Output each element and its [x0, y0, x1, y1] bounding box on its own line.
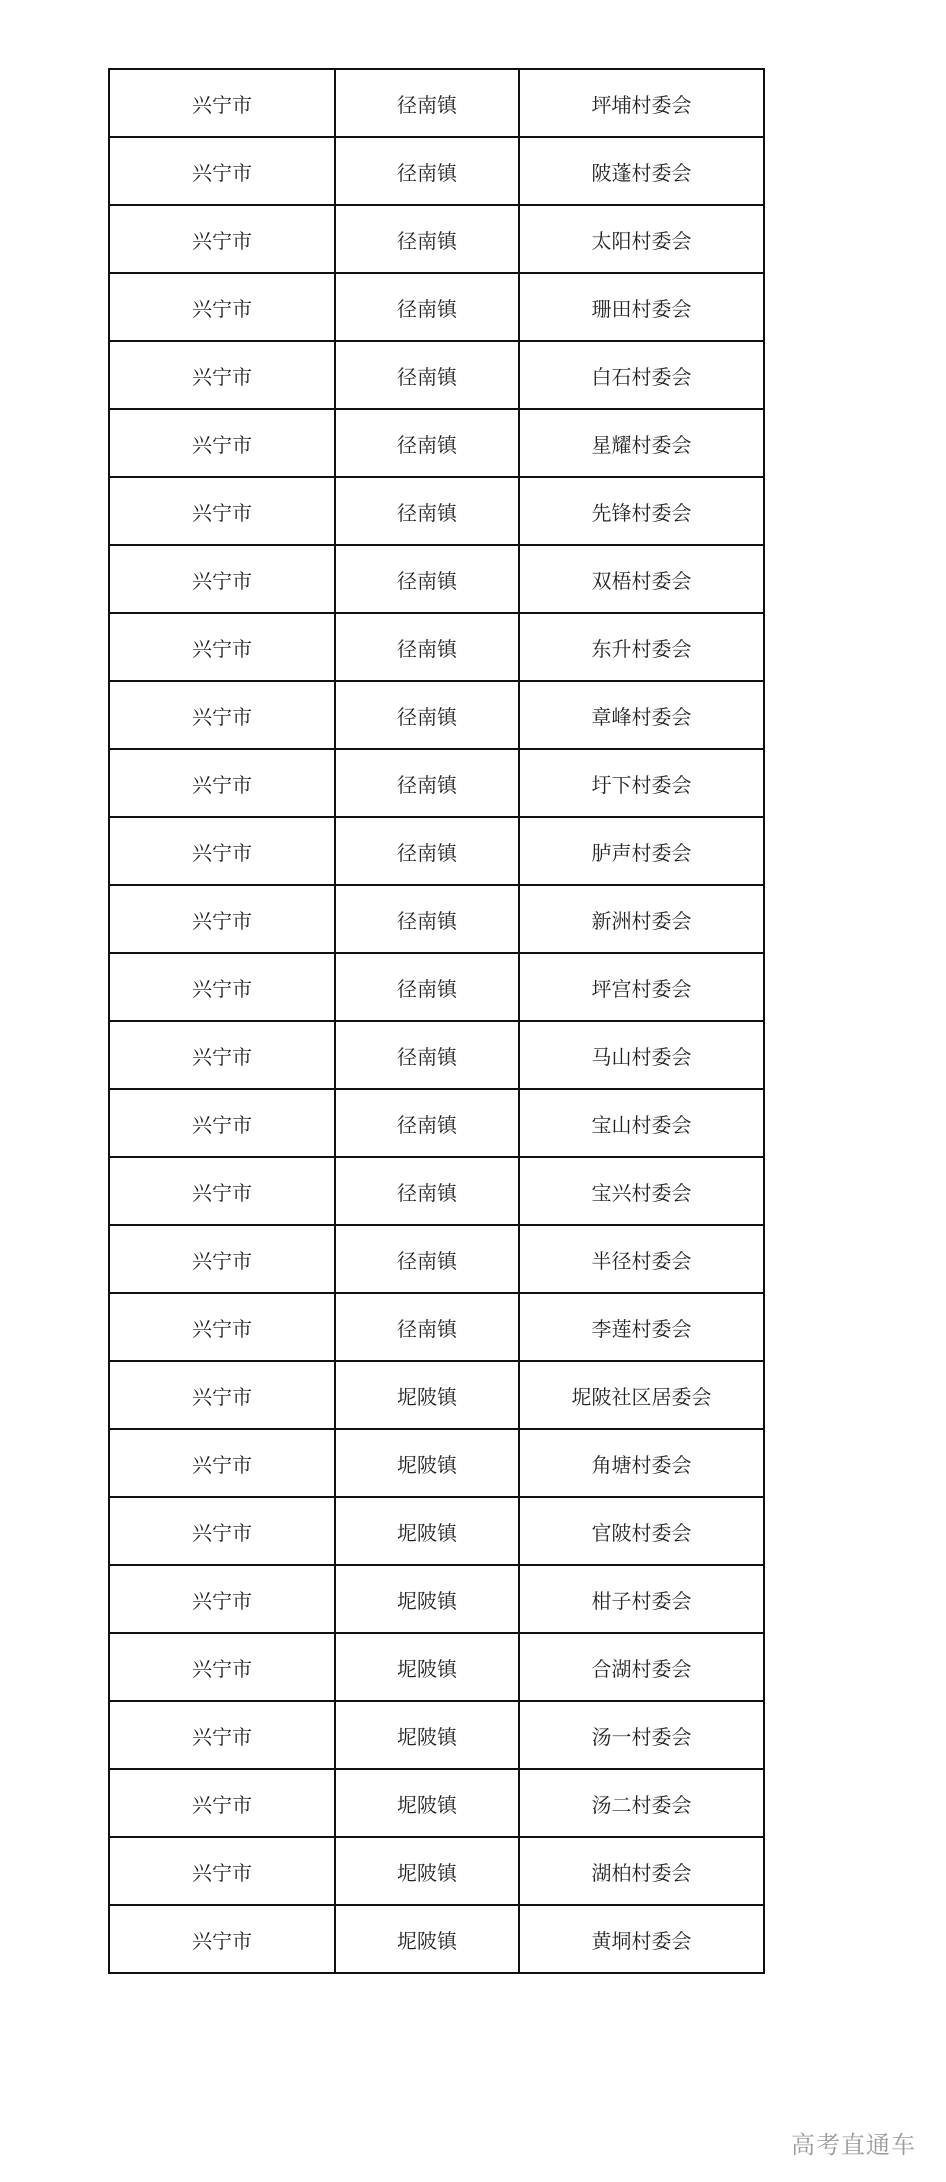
- committee-cell: 双梧村委会: [519, 545, 764, 613]
- city-cell: 兴宁市: [109, 273, 335, 341]
- town-cell: 坭陂镇: [335, 1905, 519, 1973]
- table-row: [109, 1225, 764, 1293]
- town-cell: 径南镇: [335, 205, 519, 273]
- city-cell: 兴宁市: [109, 613, 335, 681]
- table-row: [109, 1293, 764, 1361]
- table-row: [109, 1429, 764, 1497]
- committee-cell: 胪声村委会: [519, 817, 764, 885]
- table-row: [109, 1633, 764, 1701]
- committee-cell: 白石村委会: [519, 341, 764, 409]
- table-row: [109, 1837, 764, 1905]
- table-row: [109, 477, 764, 545]
- town-cell: 坭陂镇: [335, 1701, 519, 1769]
- town-cell: 径南镇: [335, 1089, 519, 1157]
- town-cell: 径南镇: [335, 681, 519, 749]
- town-cell: 径南镇: [335, 341, 519, 409]
- committee-cell: 宝山村委会: [519, 1089, 764, 1157]
- table-row: [109, 205, 764, 273]
- committee-cell: 珊田村委会: [519, 273, 764, 341]
- table-row: [109, 1497, 764, 1565]
- committee-cell: 李莲村委会: [519, 1293, 764, 1361]
- committee-cell: 章峰村委会: [519, 681, 764, 749]
- town-cell: 径南镇: [335, 1157, 519, 1225]
- city-cell: 兴宁市: [109, 1089, 335, 1157]
- town-cell: 径南镇: [335, 1225, 519, 1293]
- table-row: [109, 1701, 764, 1769]
- committee-cell: 坪埔村委会: [519, 69, 764, 137]
- city-cell: 兴宁市: [109, 1633, 335, 1701]
- committee-cell: 东升村委会: [519, 613, 764, 681]
- table-row: [109, 953, 764, 1021]
- city-cell: 兴宁市: [109, 1225, 335, 1293]
- city-cell: 兴宁市: [109, 69, 335, 137]
- committee-cell: 宝兴村委会: [519, 1157, 764, 1225]
- city-cell: 兴宁市: [109, 205, 335, 273]
- table-row: [109, 613, 764, 681]
- table-row: [109, 1361, 764, 1429]
- committee-cell: 星耀村委会: [519, 409, 764, 477]
- table-row: [109, 409, 764, 477]
- table-row: [109, 1157, 764, 1225]
- city-cell: 兴宁市: [109, 137, 335, 205]
- table-row: [109, 749, 764, 817]
- town-cell: 径南镇: [335, 69, 519, 137]
- table-row: [109, 545, 764, 613]
- town-cell: 径南镇: [335, 477, 519, 545]
- city-cell: 兴宁市: [109, 1497, 335, 1565]
- city-cell: 兴宁市: [109, 1565, 335, 1633]
- table-row: [109, 1021, 764, 1089]
- city-cell: 兴宁市: [109, 817, 335, 885]
- committee-cell: 汤一村委会: [519, 1701, 764, 1769]
- city-cell: 兴宁市: [109, 477, 335, 545]
- city-cell: 兴宁市: [109, 749, 335, 817]
- table-row: [109, 1905, 764, 1973]
- committee-cell: 太阳村委会: [519, 205, 764, 273]
- committee-cell: 圩下村委会: [519, 749, 764, 817]
- town-cell: 径南镇: [335, 613, 519, 681]
- committee-cell: 湖柏村委会: [519, 1837, 764, 1905]
- city-cell: 兴宁市: [109, 409, 335, 477]
- committee-cell: 角塘村委会: [519, 1429, 764, 1497]
- table-row: [109, 817, 764, 885]
- table-row: [109, 273, 764, 341]
- committee-cell: 柑子村委会: [519, 1565, 764, 1633]
- town-cell: 径南镇: [335, 885, 519, 953]
- city-cell: 兴宁市: [109, 885, 335, 953]
- watermark-text: 高考直通车: [791, 2131, 916, 2159]
- town-cell: 坭陂镇: [335, 1633, 519, 1701]
- committee-cell: 半径村委会: [519, 1225, 764, 1293]
- table-row: [109, 1769, 764, 1837]
- town-cell: 径南镇: [335, 953, 519, 1021]
- committee-cell: 马山村委会: [519, 1021, 764, 1089]
- town-cell: 坭陂镇: [335, 1361, 519, 1429]
- committee-cell: 官陂村委会: [519, 1497, 764, 1565]
- village-committee-table: [108, 68, 765, 1974]
- city-cell: 兴宁市: [109, 1361, 335, 1429]
- city-cell: 兴宁市: [109, 1021, 335, 1089]
- town-cell: 径南镇: [335, 817, 519, 885]
- town-cell: 径南镇: [335, 1293, 519, 1361]
- table-row: [109, 69, 764, 137]
- table-body: [109, 69, 764, 1973]
- city-cell: 兴宁市: [109, 681, 335, 749]
- city-cell: 兴宁市: [109, 1769, 335, 1837]
- committee-cell: 陂蓬村委会: [519, 137, 764, 205]
- town-cell: 坭陂镇: [335, 1429, 519, 1497]
- city-cell: 兴宁市: [109, 545, 335, 613]
- table-row: [109, 1565, 764, 1633]
- table-row: [109, 341, 764, 409]
- city-cell: 兴宁市: [109, 1429, 335, 1497]
- city-cell: 兴宁市: [109, 1905, 335, 1973]
- town-cell: 径南镇: [335, 273, 519, 341]
- committee-cell: 新洲村委会: [519, 885, 764, 953]
- committee-cell: 坭陂社区居委会: [519, 1361, 764, 1429]
- table-row: [109, 1089, 764, 1157]
- town-cell: 坭陂镇: [335, 1769, 519, 1837]
- town-cell: 坭陂镇: [335, 1837, 519, 1905]
- committee-cell: 汤二村委会: [519, 1769, 764, 1837]
- table-row: [109, 681, 764, 749]
- table-row: [109, 137, 764, 205]
- town-cell: 坭陂镇: [335, 1497, 519, 1565]
- town-cell: 径南镇: [335, 545, 519, 613]
- town-cell: 径南镇: [335, 409, 519, 477]
- town-cell: 径南镇: [335, 749, 519, 817]
- city-cell: 兴宁市: [109, 1157, 335, 1225]
- table-row: [109, 885, 764, 953]
- city-cell: 兴宁市: [109, 1701, 335, 1769]
- city-cell: 兴宁市: [109, 1293, 335, 1361]
- town-cell: 坭陂镇: [335, 1565, 519, 1633]
- committee-cell: 合湖村委会: [519, 1633, 764, 1701]
- committee-cell: 坪宫村委会: [519, 953, 764, 1021]
- city-cell: 兴宁市: [109, 341, 335, 409]
- town-cell: 径南镇: [335, 1021, 519, 1089]
- committee-cell: 先锋村委会: [519, 477, 764, 545]
- city-cell: 兴宁市: [109, 1837, 335, 1905]
- city-cell: 兴宁市: [109, 953, 335, 1021]
- town-cell: 径南镇: [335, 137, 519, 205]
- committee-cell: 黄垌村委会: [519, 1905, 764, 1973]
